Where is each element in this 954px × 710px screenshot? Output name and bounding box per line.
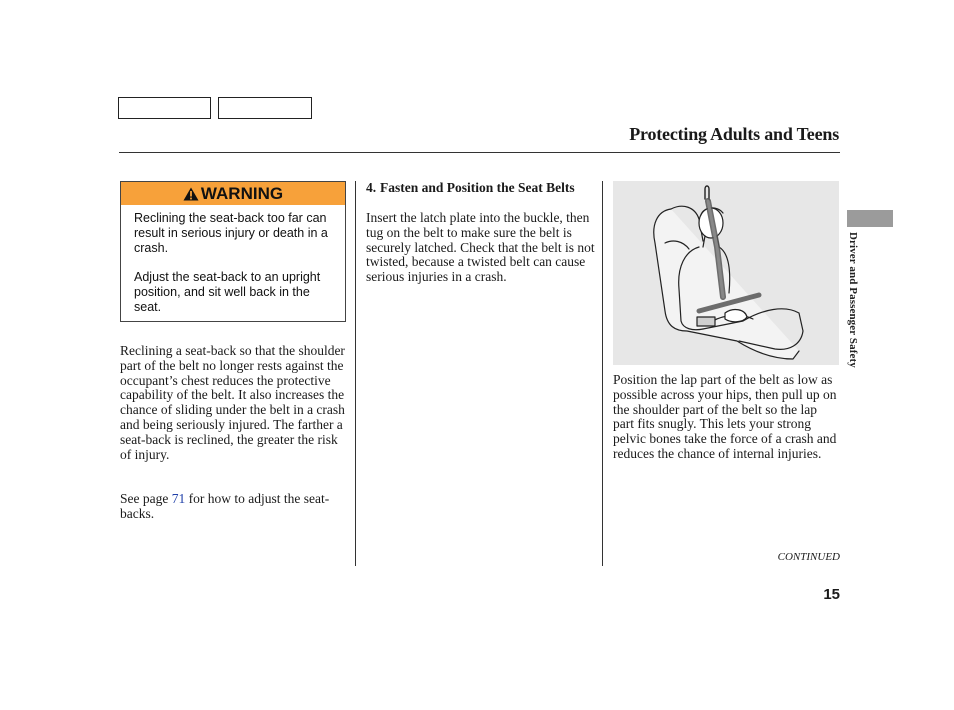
body-paragraph: Reclining a seat-back so that the shoulder part of the belt no longer rests against the occupant’s chest reduces the protective capability of the belt. It also increases the chance of sliding under the belt in a crash and being seriously injured. The farther a seat-back is reclined, the greater the risk of injury. [120,343,345,462]
header-divider [119,152,840,153]
continued-note: CONTINUED [777,551,840,563]
section-label: Driver and Passenger Safety [847,232,859,368]
column-divider-2 [602,181,603,566]
warning-header [121,182,345,205]
warning-paragraph-2: Adjust the seat-back to an upright position, and sit well back in the seat. [134,270,321,314]
step-number: 4. [366,180,377,195]
warning-paragraph-1: Reclining the seat-back too far can result in serious injury or death in a crash. [134,211,328,255]
warning-box [120,181,346,322]
warning-triangle-icon [183,187,199,201]
body-paragraph: Insert the latch plate into the buckle, then tug on the belt to make sure the belt is securely latched. Check that the belt is not twisted, because a twisted belt can cause serious injuries in a crash. [366,210,595,285]
page-number: 15 [823,586,840,603]
warning-label: WARNING [200,184,284,203]
page-reference-link[interactable]: 71 [171,491,186,506]
column-divider-1 [355,181,356,566]
see-page-paragraph [120,492,348,522]
see-page-suffix: for how to adjust the seat-backs. [120,491,330,521]
section-tab[interactable] [847,210,893,227]
see-page-prefix: See page [120,491,172,506]
step-title: Fasten and Position the Seat Belts [380,180,575,195]
nav-box-2[interactable] [218,97,312,119]
nav-box-1[interactable] [118,97,211,119]
page-title: Protecting Adults and Teens [629,124,839,144]
body-paragraph: Position the lap part of the belt as low as possible across your hips, then pull up on the shoulder part of the belt so the lap part fits snugly. This lets your strong pelvic bones take the force of a crash and reduces the chance of internal injuries. [613,372,837,461]
seat-belt-illustration [613,181,839,365]
